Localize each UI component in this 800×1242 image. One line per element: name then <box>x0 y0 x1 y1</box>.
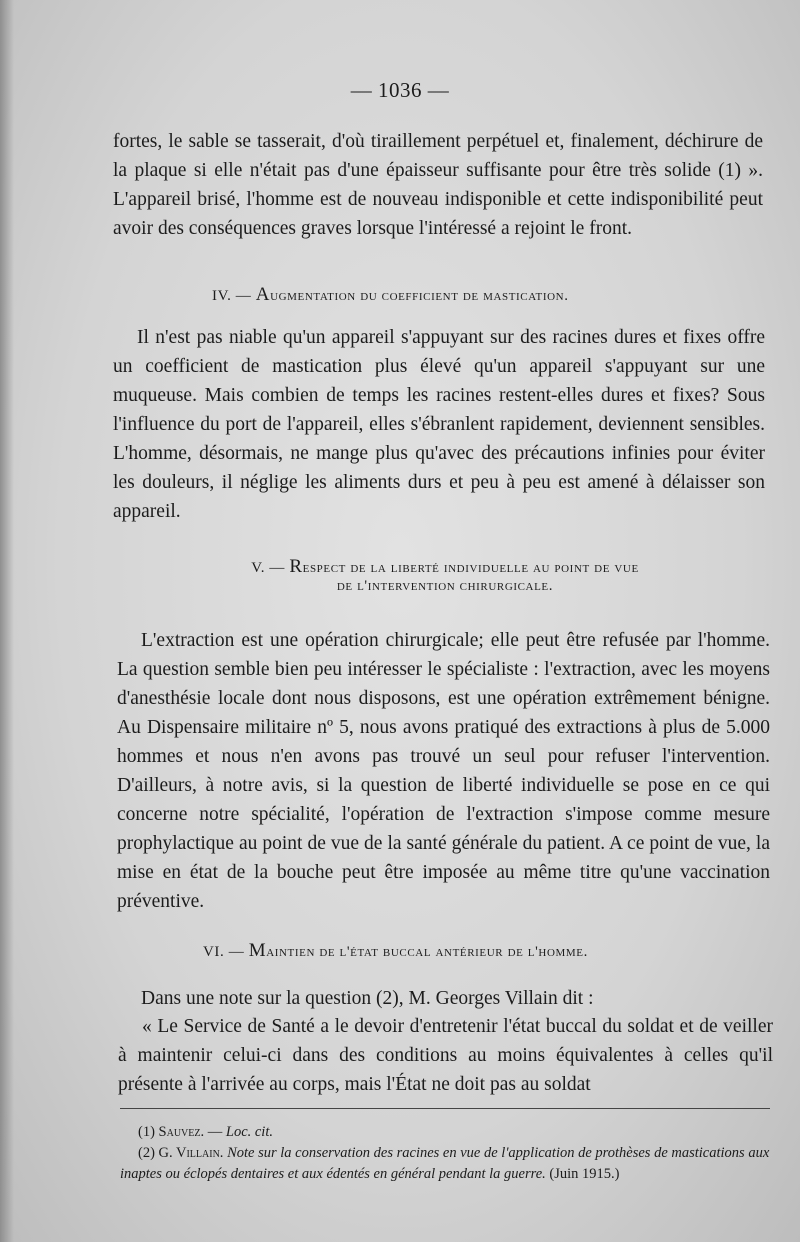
heading-v-initial: R <box>289 556 303 577</box>
paragraph-continuation: fortes, le sable se tasserait, d'où tiraillement perpétuel et, finalement, déchirure de la plaque si elle n'était pas d'une épaisseur suffisante pour être très solide (1) ». L'appareil brisé, l'homme est de nouveau indisponible et cette indisponibilité peut avoir des conséquences graves lorsque l'intéressé a rejoint le front. <box>113 131 763 239</box>
section-heading-vi <box>203 940 588 962</box>
paragraph-villain-intro: Dans une note sur la question (2), M. Georges Villain dit : <box>141 988 594 1009</box>
heading-v-text: espect de la liberté individuelle au point de vue <box>302 560 639 576</box>
heading-v-line2: de l'intervention chirurgicale. <box>336 578 554 594</box>
section-heading-v <box>120 556 770 595</box>
heading-vi-initial: M <box>248 940 267 961</box>
footnote-1-author: Sauvez. <box>158 1124 205 1140</box>
footnote-1-mark: (1) <box>138 1124 159 1140</box>
paragraph-villain-quote: « Le Service de Santé a le devoir d'entretenir l'état buccal du soldat et de veiller à maintenir celui-ci dans des conditions au moins équivalentes à celles qu'il présente à l'arrivée au corps, mais l'État ne doit pas au soldat <box>118 1016 773 1095</box>
footnotes <box>120 1122 780 1185</box>
heading-iv-initial: A <box>255 284 271 305</box>
footnote-2-mark: (2) <box>138 1145 159 1161</box>
footnote-1-reference: Loc. cit. <box>225 1124 273 1140</box>
heading-iv-numeral: IV. — <box>212 288 256 304</box>
footnote-rule <box>120 1108 770 1109</box>
page-number: — 1036 — <box>350 78 450 102</box>
heading-vi-text: aintien de l'état buccal antérieur de l'homme. <box>266 944 588 960</box>
page-edge-shadow <box>0 0 14 1242</box>
paragraph-mastication: Il n'est pas niable qu'un appareil s'appuyant sur des racines dures et fixes offre un coefficient de mastication plus élevé qu'un appareil s'appuyant sur une muqueuse. Mais combien de temps les racines restent-elles dures et fixes? Sous l'influence du port de l'appareil, elles s'ébranlent rapidement, deviennent sensibles. L'homme, désormais, ne mange plus qu'avec des précautions infinies pour éviter les douleurs, il néglige les aliments durs et peu à peu est amené à délaisser son appareil. <box>113 327 765 522</box>
heading-iv-text: ugmentation du coefficient de mastication. <box>270 288 569 304</box>
heading-vi-numeral: VI. — <box>203 944 249 960</box>
heading-v-numeral: V. — <box>251 560 290 576</box>
section-heading-iv <box>212 284 569 306</box>
footnote-1-separator: — <box>204 1124 226 1140</box>
footnote-2 <box>120 1143 780 1185</box>
footnote-1 <box>120 1122 780 1143</box>
footnote-2-author: G. Villain. <box>158 1145 224 1161</box>
footnote-2-date: (Juin 1915.) <box>545 1166 620 1182</box>
paragraph-extraction: L'extraction est une opération chirurgicale; elle peut être refusée par l'homme. La question semble bien peu intéresser le spécialiste : l'extraction, avec les moyens d'anesthésie locale dont nous disposons, est une opération extrêmement bénigne. Au Dispensaire militaire nº 5, nous avons pratiqué des extractions à plus de 5.000 hommes et nous n'en avons pas trouvé un seul pour refuser l'intervention. D'ailleurs, à notre avis, si la question de liberté individuelle se pose en ce qui concerne notre spécialité, l'opération de l'extraction s'impose comme mesure prophylactique au point de vue de la santé générale du patient. A ce point de vue, la mise en état de la bouche peut être imposée au même titre qu'une vaccination préventive. <box>117 630 770 912</box>
footnote-2-title: Note sur la conservation des racines en vue de l'application de prothèses de mastications aux inaptes ou éclopés dentaires et aux édentés en général pendant la guerre. <box>120 1145 770 1182</box>
